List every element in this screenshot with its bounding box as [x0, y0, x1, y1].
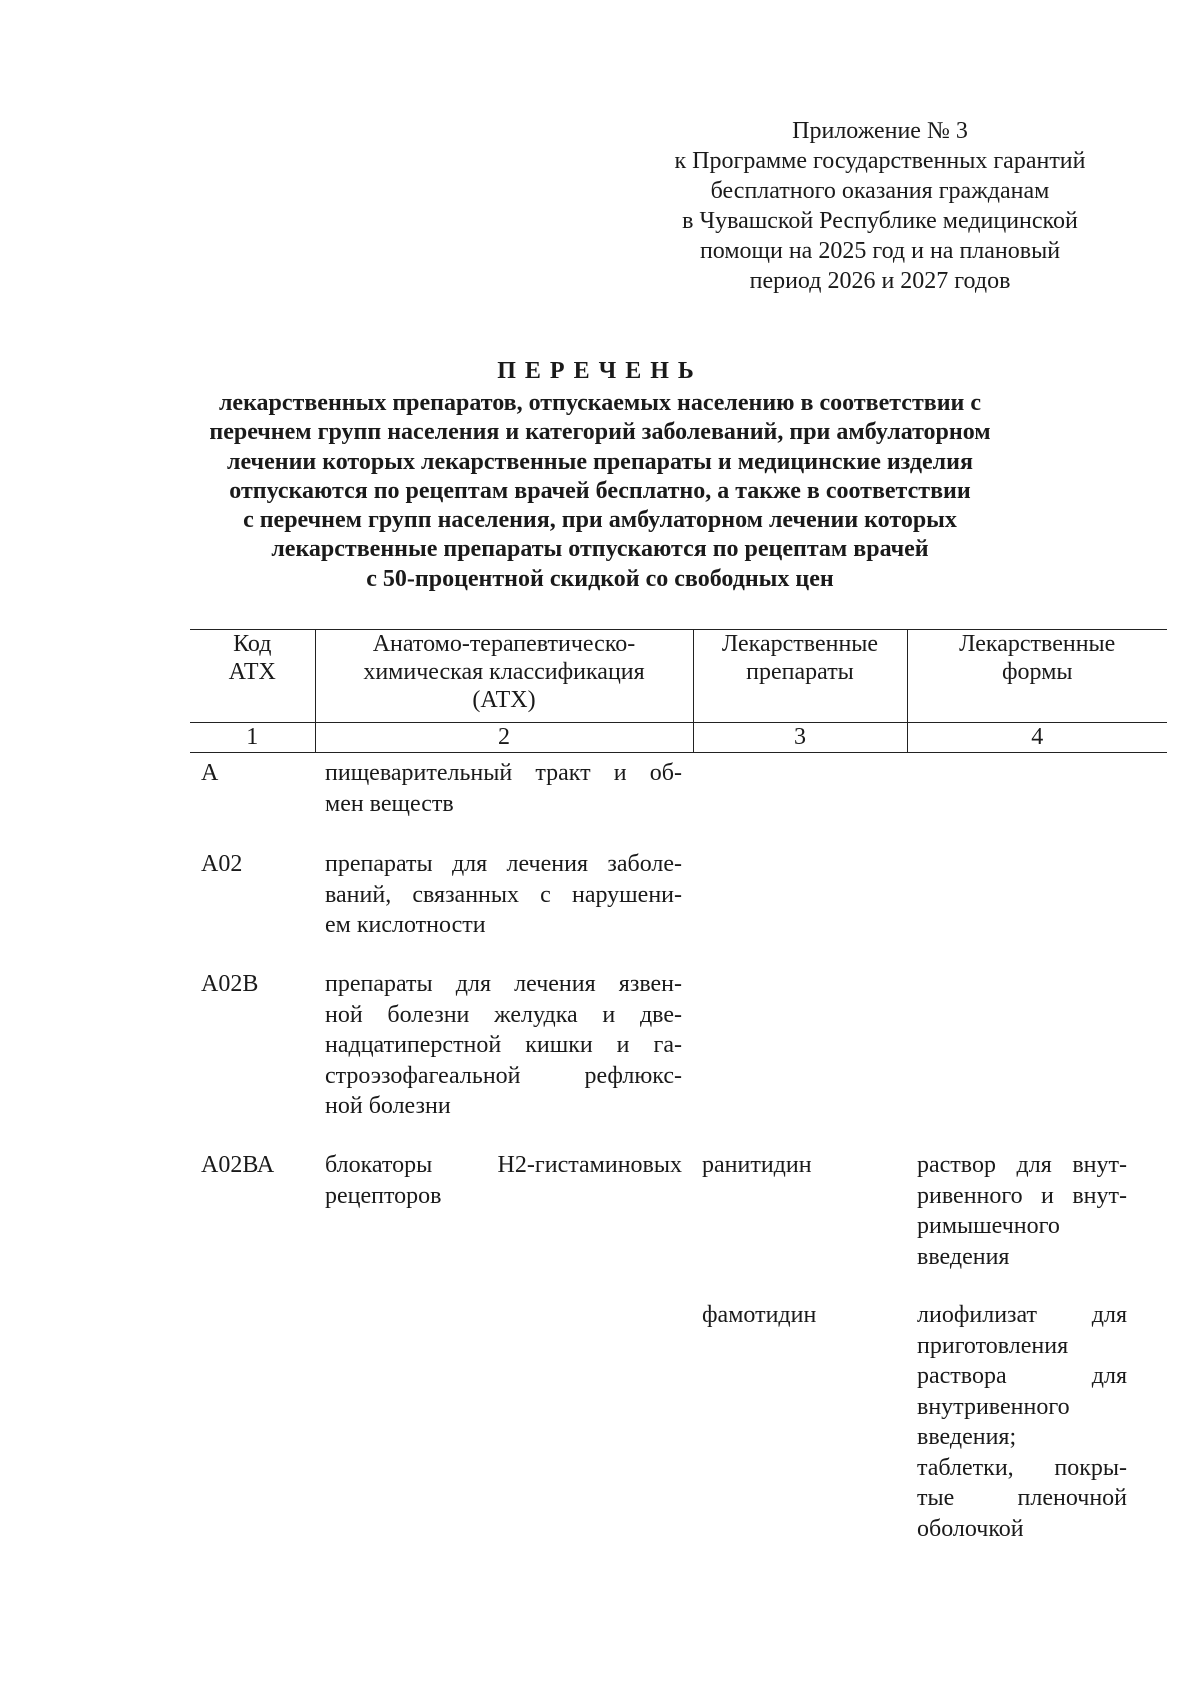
- atc-code: А02ВА: [201, 1152, 275, 1178]
- atc-classification: блокаторы Н2-гистаминовых рецепторов: [325, 1152, 682, 1209]
- subtitle-line: перечнем групп населения и категорий заболеваний, при амбулаторном: [209, 419, 991, 446]
- atc-classification: препараты для лечения язвен- ной болезни желудка и две- надцатиперстной кишки и га- строэзофагеальной рефлюкс- ной болезни: [325, 971, 682, 1119]
- subtitle-line: лекарственные препараты отпускаются по рецептам врачей: [271, 536, 929, 563]
- appendix-line: бесплатного оказания гражданам: [710, 178, 1050, 204]
- atc-classification: пищеварительный тракт и об- мен веществ: [325, 760, 682, 817]
- drug-name: ранитидин: [702, 1152, 812, 1178]
- header-forms: Лекарственные формы: [907, 630, 1167, 723]
- dosage-forms: раствор для внут- ривенного и внут- римышечного введения: [917, 1152, 1127, 1270]
- appendix-line: помощи на 2025 год и на плановый: [699, 238, 1061, 264]
- appendix-line: в Чувашской Республике медицинской: [682, 208, 1078, 234]
- appendix-line: период 2026 и 2027 годов: [749, 268, 1011, 294]
- column-number: 4: [907, 723, 1167, 753]
- atc-classification: препараты для лечения заболе- ваний, связанных с нарушени- ем кислотности: [325, 851, 682, 938]
- subtitle-line: с перечнем групп населения, при амбулаторном лечении которых: [243, 507, 957, 534]
- column-number: 1: [190, 723, 315, 753]
- drug-name: фамотидин: [702, 1302, 817, 1328]
- column-number: 2: [315, 723, 693, 753]
- appendix-line: Приложение № 3: [792, 118, 968, 144]
- header-code: Код АТХ: [190, 630, 315, 723]
- column-number: 3: [693, 723, 907, 753]
- header-drugs: Лекарственные препараты: [693, 630, 907, 723]
- atc-code: А02: [201, 851, 243, 877]
- appendix-line: к Программе государственных гарантий: [674, 148, 1086, 174]
- atc-code: А02В: [201, 971, 259, 997]
- drug-table-header: [190, 629, 1167, 753]
- appendix-note: [640, 116, 1120, 296]
- document-title: ПЕРЕЧЕНЬ: [497, 358, 703, 384]
- subtitle-line: с 50-процентной скидкой со свободных цен: [366, 565, 834, 592]
- subtitle-line: отпускаются по рецептам врачей бесплатно, а также в соответствии: [229, 477, 971, 504]
- document-subtitle: [150, 389, 1050, 594]
- header-classification: Анатомо-терапевтическо- химическая классификация (АТХ): [315, 630, 693, 723]
- atc-code: А: [201, 760, 219, 786]
- subtitle-line: лечении которых лекарственные препараты и медицинские изделия: [227, 448, 973, 475]
- dosage-forms: лиофилизат для приготовления раствора для внутривенного введения; таблетки, покры- тые пленочной оболочкой: [917, 1302, 1127, 1542]
- subtitle-line: лекарственных препаратов, отпускаемых населению в соответствии с: [218, 390, 982, 416]
